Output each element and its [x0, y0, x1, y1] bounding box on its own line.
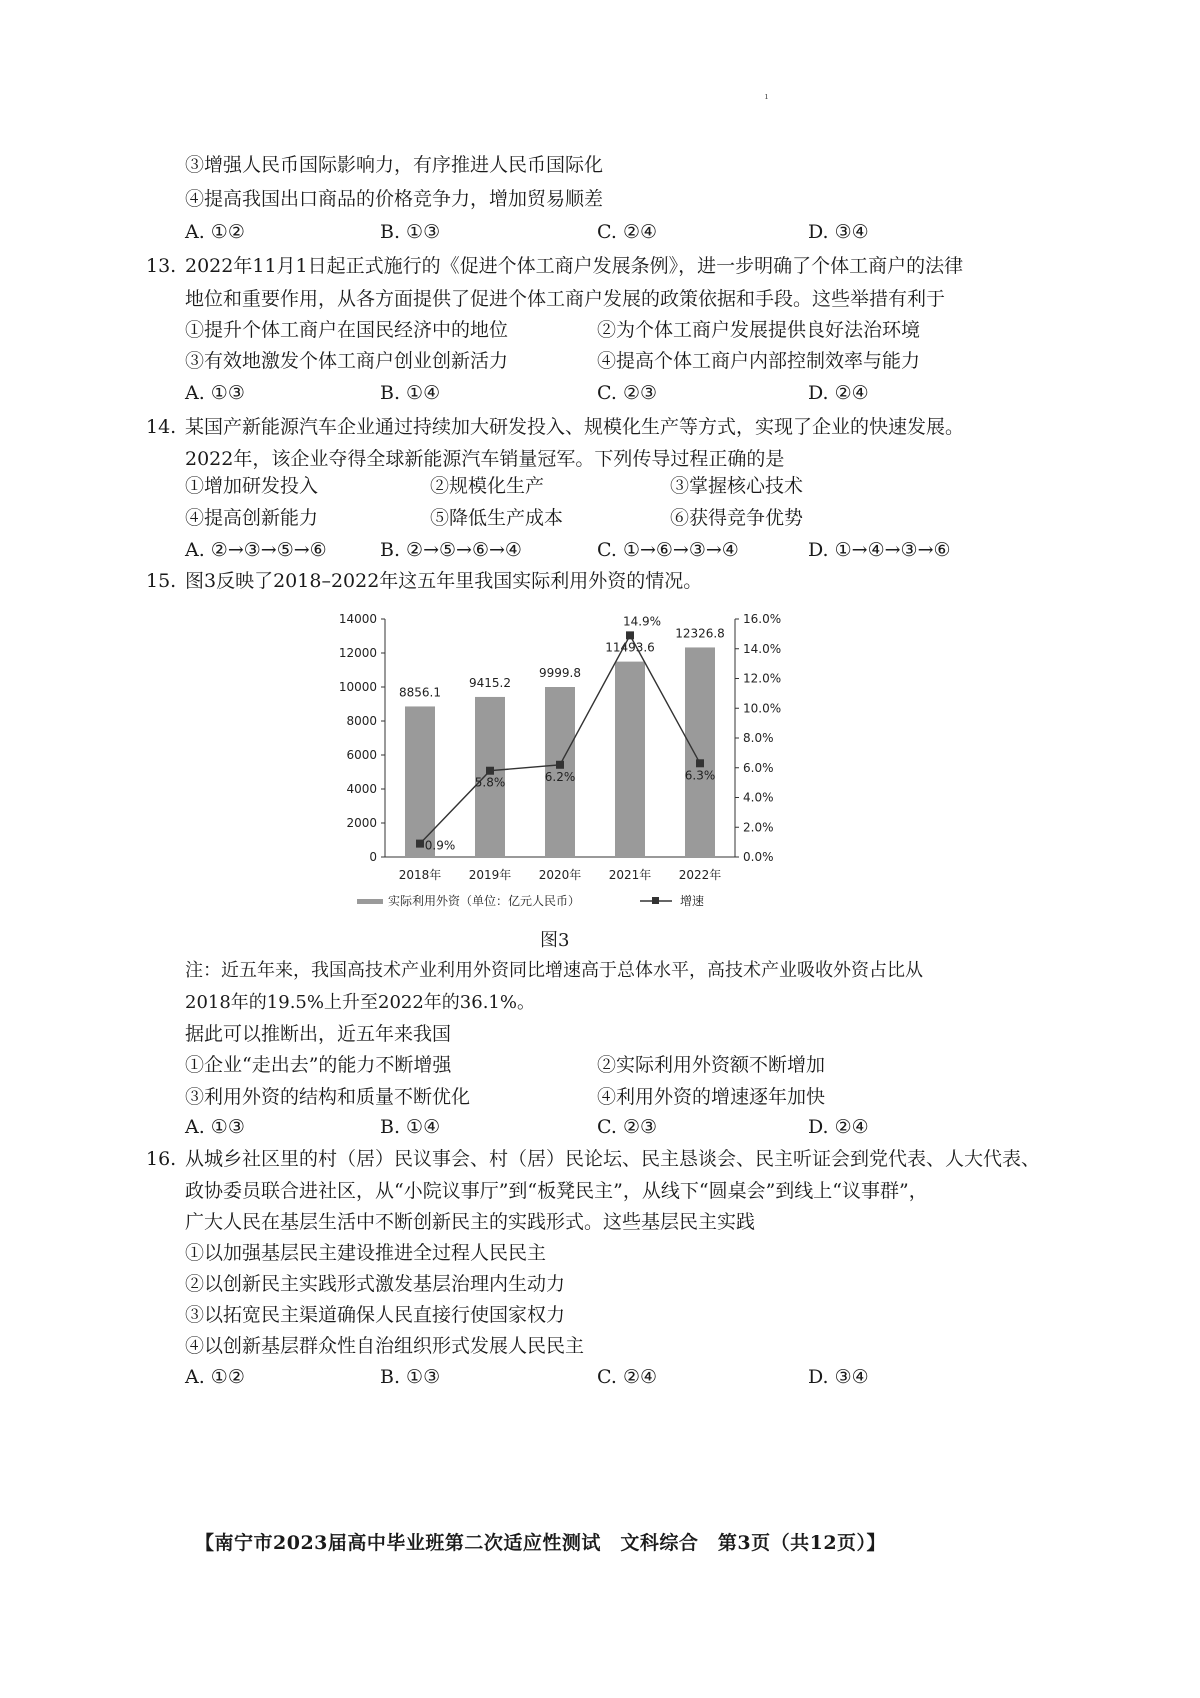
q14-option-a: A. ②→③→⑤→⑥	[185, 539, 327, 561]
q15-item-3: ③利用外资的结构和质量不断优化	[185, 1086, 471, 1108]
q15-item-1: ①企业“走出去”的能力不断增强	[185, 1054, 452, 1076]
q12-item-3: ③增强人民币国际影响力，有序推进人民币国际化	[185, 154, 604, 176]
bar-value-label: 9999.8	[539, 666, 581, 681]
left-tick-label: 2000	[346, 816, 377, 830]
q14-item-2: ②规模化生产	[430, 475, 545, 497]
growth-point	[626, 631, 634, 639]
q14-item-6: ⑥获得竞争优势	[670, 507, 804, 529]
q13-item-1: ①提升个体工商户在国民经济中的地位	[185, 319, 509, 341]
bar-value-label: 11493.6	[605, 640, 655, 655]
q12-option-b: B. ①③	[380, 221, 441, 243]
right-tick-label: 10.0%	[743, 701, 782, 716]
q15-option-a: A. ①③	[185, 1116, 245, 1138]
q16-stem-3: 广大人民在基层生活中不断创新民主的实践形式。这些基层民主实践	[185, 1211, 756, 1233]
bar-2018年	[405, 706, 435, 857]
legend-line-marker	[652, 897, 659, 904]
growth-point	[696, 759, 704, 767]
q13-number: 13.	[146, 255, 177, 277]
growth-point	[416, 840, 424, 848]
q16-option-c: C. ②④	[597, 1366, 658, 1388]
q14-item-3: ③掌握核心技术	[670, 475, 804, 497]
q14-option-d: D. ①→④→③→⑥	[808, 539, 951, 561]
x-tick-label: 2021年	[608, 868, 652, 882]
right-tick-label: 12.0%	[743, 671, 782, 686]
q15-ask: 据此可以推断出，近五年来我国	[185, 1023, 452, 1045]
q13-item-3: ③有效地激发个体工商户创业创新活力	[185, 350, 509, 372]
q16-item-2: ②以创新民主实践形式激发基层治理内生动力	[185, 1273, 566, 1295]
left-tick-label: 6000	[346, 748, 377, 762]
left-tick-label: 12000	[338, 646, 377, 660]
q16-item-1: ①以加强基层民主建设推进全过程人民民主	[185, 1242, 547, 1264]
q13-option-c: C. ②③	[597, 382, 658, 404]
foreign-investment-chart	[300, 603, 860, 923]
right-tick-label: 16.0%	[743, 612, 782, 626]
q14-item-5: ⑤降低生产成本	[430, 507, 564, 529]
q15-note-2: 2018年的19.5%上升至2022年的36.1%。	[185, 992, 535, 1013]
chart-caption: 图3	[540, 930, 570, 951]
legend-bar-label: 实际利用外资（单位：亿元人民币）	[388, 894, 581, 908]
q14-number: 14.	[146, 416, 177, 438]
x-tick-label: 2018年	[398, 868, 442, 882]
q12-option-a: A. ①②	[185, 221, 245, 243]
q13-stem-2: 地位和重要作用，从各方面提供了促进个体工商户发展的政策依据和手段。这些举措有利于	[185, 288, 946, 310]
q13-option-b: B. ①④	[380, 382, 441, 404]
growth-label: 14.9%	[622, 614, 662, 629]
legend-line-label: 增速	[680, 894, 705, 908]
q15-stem: 图3反映了2018–2022年这五年里我国实际利用外资的情况。	[185, 570, 703, 592]
right-tick-label: 6.0%	[743, 760, 774, 775]
q15-item-4: ④利用外资的增速逐年加快	[597, 1086, 826, 1108]
legend-bar-swatch	[357, 899, 383, 904]
q16-option-a: A. ①②	[185, 1366, 245, 1388]
q15-option-c: C. ②③	[597, 1116, 658, 1138]
growth-point	[486, 767, 494, 775]
growth-label: 6.3%	[684, 768, 716, 783]
x-tick-label: 2020年	[538, 868, 582, 882]
q13-option-d: D. ②④	[808, 382, 869, 404]
q15-number: 15.	[146, 570, 177, 592]
page-footer: 【南宁市2023届高中毕业班第二次适应性测试 文科综合 第3页（共12页）】	[195, 1532, 887, 1554]
q16-number: 16.	[146, 1148, 177, 1170]
left-tick-label: 4000	[346, 782, 377, 796]
q13-item-2: ②为个体工商户发展提供良好法治环境	[597, 319, 921, 341]
bar-2021年	[615, 662, 645, 857]
left-tick-label: 8000	[346, 714, 377, 728]
q16-stem-1: 从城乡社区里的村（居）民议事会、村（居）民论坛、民主恳谈会、民主听证会到党代表、人大代表、	[185, 1148, 1041, 1170]
q13-option-a: A. ①③	[185, 382, 245, 404]
growth-label: 5.8%	[474, 775, 506, 790]
right-tick-label: 4.0%	[743, 790, 774, 805]
growth-label: 0.9%	[424, 838, 456, 853]
right-tick-label: 0.0%	[743, 850, 774, 864]
growth-point	[556, 761, 564, 769]
q14-stem-2: 2022年，该企业夺得全球新能源汽车销量冠军。下列传导过程正确的是	[185, 448, 785, 470]
bar-2022年	[685, 647, 715, 857]
q13-stem-1: 2022年11月1日起正式施行的《促进个体工商户发展条例》，进一步明确了个体工商户的法律	[185, 255, 964, 277]
q12-option-d: D. ③④	[808, 221, 869, 243]
bar-value-label: 12326.8	[675, 626, 725, 641]
x-tick-label: 2022年	[678, 868, 722, 882]
q14-option-c: C. ①→⑥→③→④	[597, 539, 739, 561]
q14-option-b: B. ②→⑤→⑥→④	[380, 539, 522, 561]
q13-item-4: ④提高个体工商户内部控制效率与能力	[597, 350, 921, 372]
q12-option-c: C. ②④	[597, 221, 658, 243]
left-tick-label: 14000	[338, 612, 377, 626]
growth-label: 6.2%	[544, 769, 576, 784]
q16-item-4: ④以创新基层群众性自治组织形式发展人民民主	[185, 1335, 585, 1357]
q14-item-4: ④提高创新能力	[185, 507, 319, 529]
q16-option-b: B. ①③	[380, 1366, 441, 1388]
bar-value-label: 9415.2	[469, 675, 511, 690]
x-tick-label: 2019年	[468, 868, 512, 882]
q15-option-b: B. ①④	[380, 1116, 441, 1138]
right-tick-label: 14.0%	[743, 641, 782, 656]
q15-note-1: 注：近五年来，我国高技术产业利用外资同比增速高于总体水平，高技术产业吸收外资占比从	[185, 960, 923, 981]
q14-stem-1: 某国产新能源汽车企业通过持续加大研发投入、规模化生产等方式，实现了企业的快速发展。	[185, 416, 965, 438]
q15-option-d: D. ②④	[808, 1116, 869, 1138]
stray-mark: ı	[765, 92, 768, 102]
bar-value-label: 8856.1	[399, 685, 441, 700]
left-tick-label: 0	[369, 850, 377, 864]
right-tick-label: 2.0%	[743, 820, 774, 835]
q16-option-d: D. ③④	[808, 1366, 869, 1388]
q12-item-4: ④提高我国出口商品的价格竞争力，增加贸易顺差	[185, 188, 604, 210]
right-tick-label: 8.0%	[743, 731, 774, 745]
q16-stem-2: 政协委员联合进社区，从“小院议事厅”到“板凳民主”，从线下“圆桌会”到线上“议事群”，	[185, 1180, 928, 1202]
left-tick-label: 10000	[338, 680, 377, 694]
q14-item-1: ①增加研发投入	[185, 475, 319, 497]
q15-item-2: ②实际利用外资额不断增加	[597, 1054, 826, 1076]
q16-item-3: ③以拓宽民主渠道确保人民直接行使国家权力	[185, 1304, 566, 1326]
